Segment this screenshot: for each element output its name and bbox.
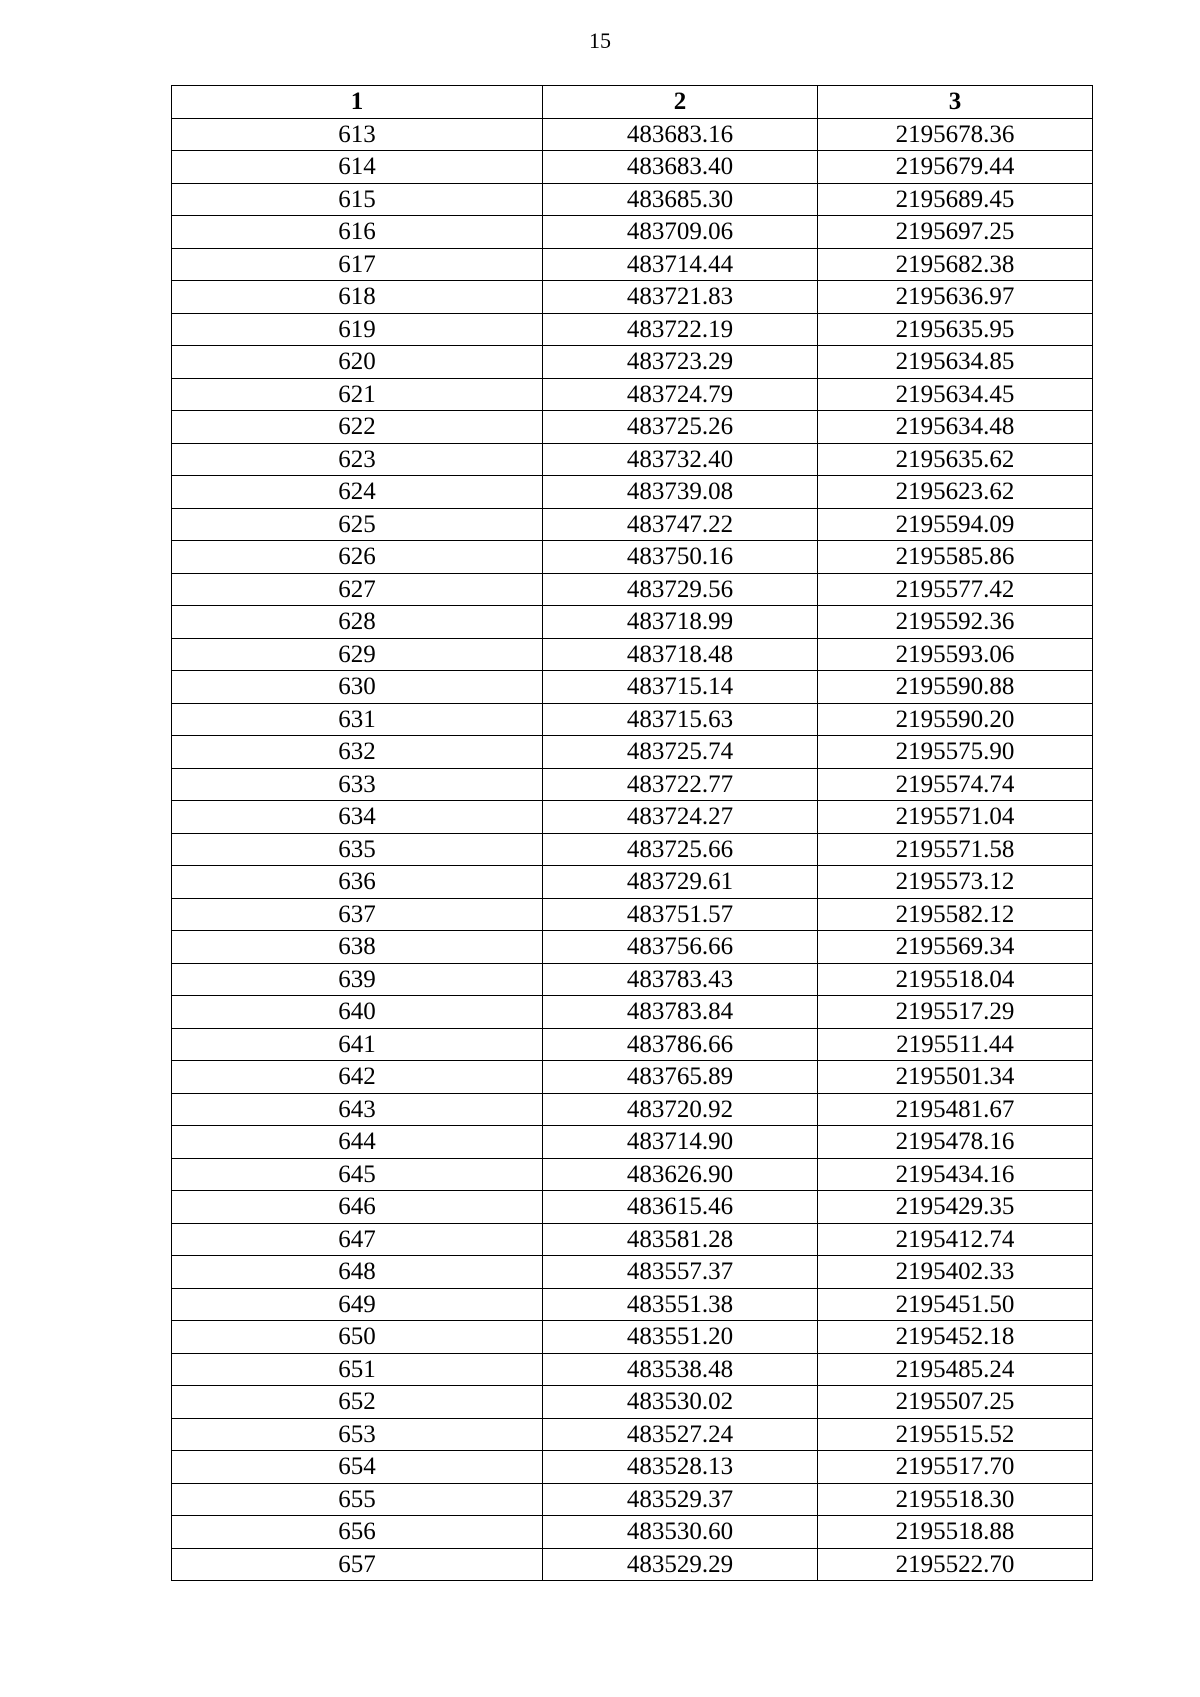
- table-cell: 2195434.16: [818, 1158, 1093, 1191]
- table-row: [172, 638, 1093, 671]
- table-cell: 483724.79: [543, 378, 818, 411]
- table-cell: 623: [172, 443, 543, 476]
- table-row: [172, 443, 1093, 476]
- table-cell: 483715.63: [543, 703, 818, 736]
- table-cell: 639: [172, 963, 543, 996]
- table-cell: 644: [172, 1126, 543, 1159]
- table-cell: 483551.38: [543, 1288, 818, 1321]
- table-cell: 630: [172, 671, 543, 704]
- table-row: [172, 1353, 1093, 1386]
- table-row: [172, 151, 1093, 184]
- table-cell: 634: [172, 801, 543, 834]
- table-cell: 483626.90: [543, 1158, 818, 1191]
- table-cell: 632: [172, 736, 543, 769]
- table-row: [172, 248, 1093, 281]
- table-cell: 621: [172, 378, 543, 411]
- table-row: [172, 671, 1093, 704]
- table-row: [172, 898, 1093, 931]
- table-cell: 2195679.44: [818, 151, 1093, 184]
- table-cell: 654: [172, 1451, 543, 1484]
- table-row: [172, 281, 1093, 314]
- table-cell: 2195429.35: [818, 1191, 1093, 1224]
- table-row: [172, 866, 1093, 899]
- table-cell: 2195402.33: [818, 1256, 1093, 1289]
- table-cell: 2195511.44: [818, 1028, 1093, 1061]
- table-cell: 2195451.50: [818, 1288, 1093, 1321]
- table-cell: 2195571.58: [818, 833, 1093, 866]
- table-cell: 483723.29: [543, 346, 818, 379]
- table-cell: 2195592.36: [818, 606, 1093, 639]
- table-cell: 2195518.30: [818, 1483, 1093, 1516]
- table-cell: 483725.74: [543, 736, 818, 769]
- table-row: [172, 963, 1093, 996]
- table-cell: 638: [172, 931, 543, 964]
- table-row: [172, 216, 1093, 249]
- table-cell: 635: [172, 833, 543, 866]
- table-cell: 483551.20: [543, 1321, 818, 1354]
- table-cell: 2195452.18: [818, 1321, 1093, 1354]
- coordinates-table: [171, 85, 1093, 1581]
- table-cell: 640: [172, 996, 543, 1029]
- table-cell: 2195507.25: [818, 1386, 1093, 1419]
- table-cell: 617: [172, 248, 543, 281]
- table-cell: 620: [172, 346, 543, 379]
- table-cell: 2195593.06: [818, 638, 1093, 671]
- table-cell: 2195590.20: [818, 703, 1093, 736]
- table-cell: 483739.08: [543, 476, 818, 509]
- table-cell: 615: [172, 183, 543, 216]
- table-cell: 483722.77: [543, 768, 818, 801]
- table-cell: 652: [172, 1386, 543, 1419]
- table-cell: 633: [172, 768, 543, 801]
- table-row: [172, 118, 1093, 151]
- table-cell: 483709.06: [543, 216, 818, 249]
- table-cell: 2195634.85: [818, 346, 1093, 379]
- page-number: 15: [589, 28, 611, 53]
- table-row: [172, 378, 1093, 411]
- table-row: [172, 931, 1093, 964]
- table-cell: 2195412.74: [818, 1223, 1093, 1256]
- table-cell: 483751.57: [543, 898, 818, 931]
- table-cell: 2195575.90: [818, 736, 1093, 769]
- table-cell: 2195590.88: [818, 671, 1093, 704]
- table-row: [172, 1223, 1093, 1256]
- table-cell: 2195582.12: [818, 898, 1093, 931]
- table-header: [172, 86, 1093, 119]
- table-cell: 483530.60: [543, 1516, 818, 1549]
- table-cell: 483732.40: [543, 443, 818, 476]
- table-cell: 2195585.86: [818, 541, 1093, 574]
- table-cell: 483527.24: [543, 1418, 818, 1451]
- table-cell: 645: [172, 1158, 543, 1191]
- table-cell: 483581.28: [543, 1223, 818, 1256]
- table-cell: 483756.66: [543, 931, 818, 964]
- table-cell: 483765.89: [543, 1061, 818, 1094]
- table-cell: 626: [172, 541, 543, 574]
- table-cell: 616: [172, 216, 543, 249]
- table-row: [172, 1548, 1093, 1581]
- table-cell: 2195515.52: [818, 1418, 1093, 1451]
- table-cell: 483718.99: [543, 606, 818, 639]
- table-cell: 483747.22: [543, 508, 818, 541]
- table-cell: 622: [172, 411, 543, 444]
- table-row: [172, 313, 1093, 346]
- table-row: [172, 346, 1093, 379]
- table-row: [172, 1256, 1093, 1289]
- table-cell: 483722.19: [543, 313, 818, 346]
- table-cell: 646: [172, 1191, 543, 1224]
- table-row: [172, 1418, 1093, 1451]
- table-cell: 2195517.29: [818, 996, 1093, 1029]
- table-row: [172, 1126, 1093, 1159]
- table-row: [172, 411, 1093, 444]
- table-cell: 2195634.45: [818, 378, 1093, 411]
- table-cell: 636: [172, 866, 543, 899]
- table-cell: 2195623.62: [818, 476, 1093, 509]
- table-row: [172, 1061, 1093, 1094]
- table-row: [172, 1321, 1093, 1354]
- table-row: [172, 1191, 1093, 1224]
- table-cell: 2195501.34: [818, 1061, 1093, 1094]
- table-cell: 618: [172, 281, 543, 314]
- table-cell: 2195522.70: [818, 1548, 1093, 1581]
- table-row: [172, 508, 1093, 541]
- table-row: [172, 1028, 1093, 1061]
- table-row: [172, 1093, 1093, 1126]
- table-cell: 483683.16: [543, 118, 818, 151]
- table-cell: 631: [172, 703, 543, 736]
- table-cell: 647: [172, 1223, 543, 1256]
- table-cell: 2195635.95: [818, 313, 1093, 346]
- table-row: [172, 996, 1093, 1029]
- table-cell: 641: [172, 1028, 543, 1061]
- table-cell: 2195571.04: [818, 801, 1093, 834]
- table-row: [172, 1386, 1093, 1419]
- column-header: 1: [172, 86, 543, 119]
- table-cell: 483783.43: [543, 963, 818, 996]
- table-cell: 483557.37: [543, 1256, 818, 1289]
- table-row: [172, 1288, 1093, 1321]
- table-cell: 614: [172, 151, 543, 184]
- table-cell: 643: [172, 1093, 543, 1126]
- table-cell: 483714.90: [543, 1126, 818, 1159]
- table-cell: 483530.02: [543, 1386, 818, 1419]
- table-row: [172, 801, 1093, 834]
- table-cell: 483718.48: [543, 638, 818, 671]
- table-cell: 2195682.38: [818, 248, 1093, 281]
- table-cell: 637: [172, 898, 543, 931]
- table-cell: 2195678.36: [818, 118, 1093, 151]
- column-header: 2: [543, 86, 818, 119]
- table-cell: 483721.83: [543, 281, 818, 314]
- table-cell: 483786.66: [543, 1028, 818, 1061]
- table-body: [172, 118, 1093, 1581]
- table-cell: 2195697.25: [818, 216, 1093, 249]
- table-cell: 483683.40: [543, 151, 818, 184]
- table-row: [172, 606, 1093, 639]
- table-cell: 657: [172, 1548, 543, 1581]
- table-cell: 656: [172, 1516, 543, 1549]
- table-cell: 625: [172, 508, 543, 541]
- table-cell: 483725.66: [543, 833, 818, 866]
- table-cell: 655: [172, 1483, 543, 1516]
- table-cell: 483729.61: [543, 866, 818, 899]
- table-cell: 483528.13: [543, 1451, 818, 1484]
- table-cell: 2195594.09: [818, 508, 1093, 541]
- table-cell: 483714.44: [543, 248, 818, 281]
- table-cell: 2195636.97: [818, 281, 1093, 314]
- table-cell: 2195518.04: [818, 963, 1093, 996]
- table-cell: 624: [172, 476, 543, 509]
- table-cell: 2195481.67: [818, 1093, 1093, 1126]
- table-cell: 648: [172, 1256, 543, 1289]
- table-cell: 483725.26: [543, 411, 818, 444]
- table-cell: 2195517.70: [818, 1451, 1093, 1484]
- header-row: [172, 86, 1093, 119]
- table-cell: 2195689.45: [818, 183, 1093, 216]
- table-cell: 651: [172, 1353, 543, 1386]
- table-cell: 650: [172, 1321, 543, 1354]
- table-cell: 613: [172, 118, 543, 151]
- table-cell: 653: [172, 1418, 543, 1451]
- table-cell: 483783.84: [543, 996, 818, 1029]
- table-cell: 483529.37: [543, 1483, 818, 1516]
- table-row: [172, 833, 1093, 866]
- table-row: [172, 768, 1093, 801]
- table-cell: 2195485.24: [818, 1353, 1093, 1386]
- table-row: [172, 703, 1093, 736]
- table-row: [172, 1516, 1093, 1549]
- table-cell: 628: [172, 606, 543, 639]
- table-cell: 2195569.34: [818, 931, 1093, 964]
- table-cell: 2195634.48: [818, 411, 1093, 444]
- table-row: [172, 183, 1093, 216]
- table-cell: 2195635.62: [818, 443, 1093, 476]
- table-row: [172, 1483, 1093, 1516]
- table-cell: 483538.48: [543, 1353, 818, 1386]
- table-cell: 2195574.74: [818, 768, 1093, 801]
- table-cell: 642: [172, 1061, 543, 1094]
- table-row: [172, 476, 1093, 509]
- table-cell: 483615.46: [543, 1191, 818, 1224]
- table-cell: 629: [172, 638, 543, 671]
- table-cell: 649: [172, 1288, 543, 1321]
- table-cell: 483750.16: [543, 541, 818, 574]
- table-row: [172, 573, 1093, 606]
- table-cell: 483529.29: [543, 1548, 818, 1581]
- table-row: [172, 1451, 1093, 1484]
- table-cell: 483729.56: [543, 573, 818, 606]
- table-cell: 2195478.16: [818, 1126, 1093, 1159]
- table-cell: 2195518.88: [818, 1516, 1093, 1549]
- table-cell: 483720.92: [543, 1093, 818, 1126]
- table-row: [172, 736, 1093, 769]
- table-cell: 483715.14: [543, 671, 818, 704]
- table-cell: 483685.30: [543, 183, 818, 216]
- table-cell: 2195573.12: [818, 866, 1093, 899]
- column-header: 3: [818, 86, 1093, 119]
- table-row: [172, 541, 1093, 574]
- table-row: [172, 1158, 1093, 1191]
- table-cell: 619: [172, 313, 543, 346]
- table-cell: 483724.27: [543, 801, 818, 834]
- table-cell: 627: [172, 573, 543, 606]
- table-cell: 2195577.42: [818, 573, 1093, 606]
